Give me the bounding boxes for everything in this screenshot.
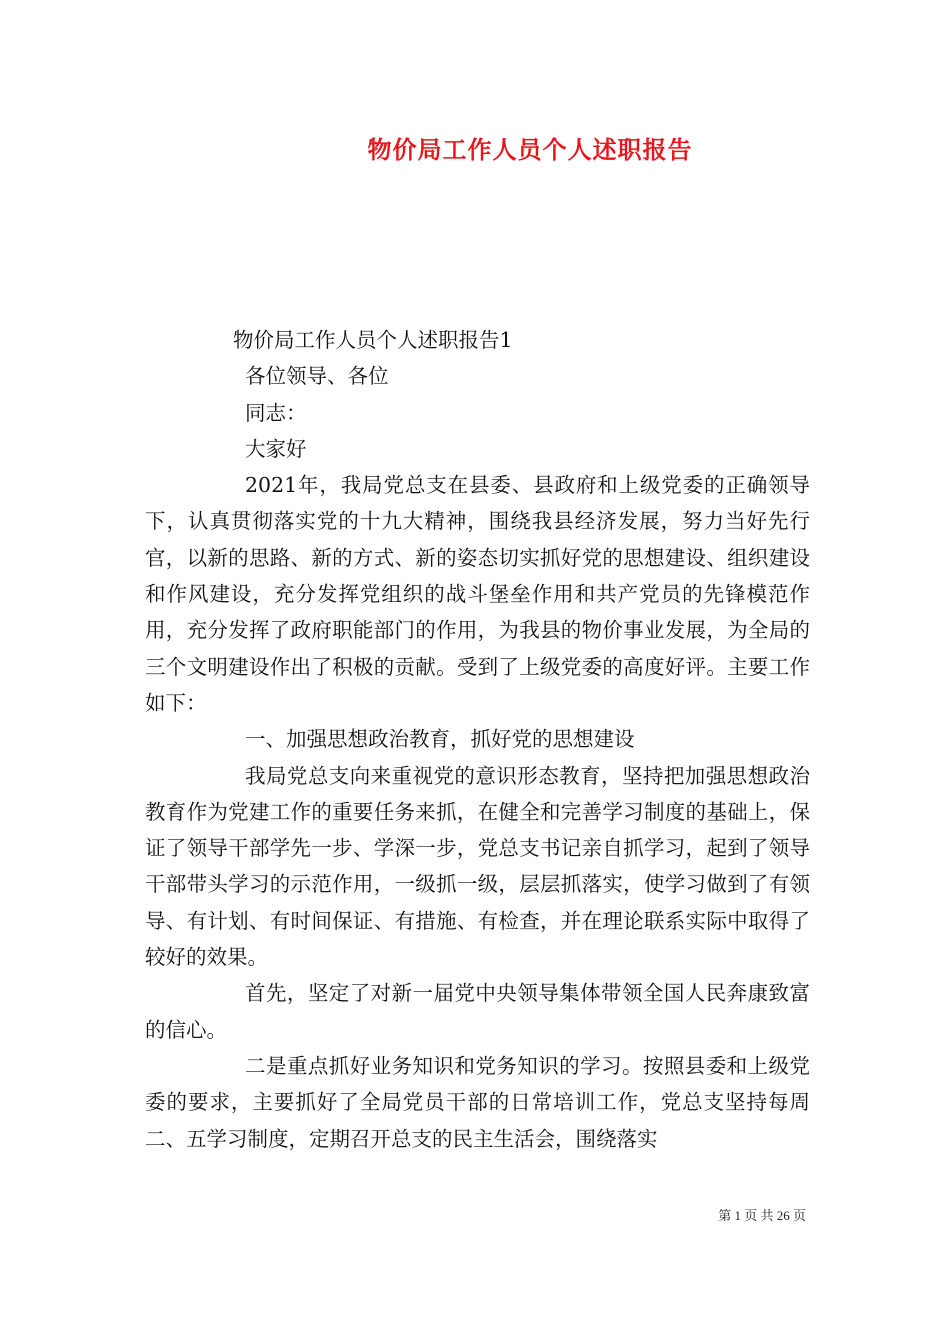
paragraph-intro: 2021年，我局党总支在县委、县政府和上级党委的正确领导下，认真贯彻落实党的十九大精神，围绕我县经济发展，努力当好先行官，以新的思路、新的方式、新的姿态切实抓好党的思想建设、组织建设和作风建设，充分发挥党组织的战斗堡垒作用和共产党员的先锋模范作用，充分发挥了政府职能部门的作用，为我县的物价事业发展，为全局的三个文明建设作出了积极的贡献。受到了上级党委的高度好评。主要工作如下：: [145, 473, 810, 715]
document-body: [145, 322, 810, 1157]
report-subtitle: 物价局工作人员个人述职报告1: [233, 328, 513, 352]
paragraph-section-1: 我局党总支向来重视党的意识形态教育，坚持把加强思想政治教育作为党建工作的重要任务来抓，在健全和完善学习制度的基础上，保证了领导干部学先一步、学深一步，党总支书记亲自抓学习，起到了领导干部带头学习的示范作用，一级抓一级，层层抓落实，使学习做到了有领导、有计划、有时间保证、有措施、有检查，并在理论联系实际中取得了较好的效果。: [145, 763, 810, 970]
paragraph-second-point: 二是重点抓好业务知识和党务知识的学习。按照县委和上级党委的要求，主要抓好了全局党员干部的日常培训工作，党总支坚持每周二、五学习制度，定期召开总支的民主生活会，围绕落实: [145, 1053, 810, 1151]
section-heading-1: 一、加强思想政治教育，抓好党的思想建设: [245, 727, 635, 752]
greeting-line-2: 同志：: [245, 400, 307, 425]
paragraph-first-point: 首先，坚定了对新一届党中央领导集体带领全国人民奔康致富的信心。: [145, 981, 810, 1042]
greeting-line-1: 各位领导、各位: [245, 364, 389, 389]
greeting-line-3: 大家好: [245, 436, 307, 461]
document-title: 物价局工作人员个人述职报告: [367, 135, 693, 164]
page-number: 第 1 页 共 26 页: [718, 1208, 806, 1223]
